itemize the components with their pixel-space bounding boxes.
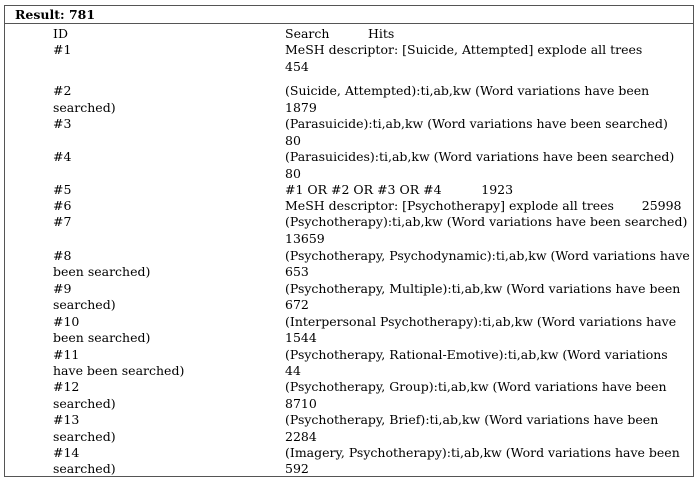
row-search-text-cont: searched) [53, 297, 116, 312]
row-hits: 1544 [285, 330, 317, 345]
row-search-text-cont: have been searched) [53, 363, 185, 378]
row-search-text: MeSH descriptor: [Suicide, Attempted] explode all trees [285, 42, 643, 57]
search-strategy-table [4, 5, 694, 477]
column-header-hits: Hits [368, 26, 395, 41]
row-search-text-cont: searched) [53, 461, 116, 476]
row-hits: 8710 [285, 396, 317, 411]
row-hits: 2284 [285, 429, 317, 444]
row-hits: 1879 [285, 100, 317, 115]
row-id: #7 [53, 214, 72, 229]
row-id: #11 [53, 347, 80, 362]
row-search-text: (Suicide, Attempted):ti,ab,kw (Word variations have been [285, 83, 650, 98]
column-header-search: Search [285, 26, 330, 41]
row-search-text: (Psychotherapy, Brief):ti,ab,kw (Word variations have been [285, 412, 659, 427]
row-hits: 672 [285, 297, 309, 312]
row-search-text-cont: searched) [53, 100, 116, 115]
row-hits: 80 [285, 166, 301, 181]
row-search-text: (Psychotherapy, Rational-Emotive):ti,ab,kw (Word variations [285, 347, 668, 362]
result-header [5, 6, 693, 24]
row-search-text-cont: searched) [53, 429, 116, 444]
row-search-text: (Psychotherapy, Group):ti,ab,kw (Word variations have been [285, 379, 667, 394]
row-search-text: #1 OR #2 OR #3 OR #4 1923 [285, 182, 514, 197]
row-id: #3 [53, 116, 72, 131]
row-search-text: (Interpersonal Psychotherapy):ti,ab,kw (Word variations have [285, 314, 677, 329]
row-id: #8 [53, 248, 72, 263]
row-id: #1 [53, 42, 72, 57]
row-id: #14 [53, 445, 80, 460]
row-search-text-cont: been searched) [53, 264, 151, 279]
row-id: #4 [53, 149, 72, 164]
row-id: #6 [53, 198, 72, 213]
row-search-text: (Imagery, Psychotherapy):ti,ab,kw (Word variations have been [285, 445, 680, 460]
row-search-text: MeSH descriptor: [Psychotherapy] explode all trees 25998 [285, 198, 682, 213]
row-id: #10 [53, 314, 80, 329]
row-id: #12 [53, 379, 80, 394]
row-search-text-cont: been searched) [53, 330, 151, 345]
row-search-text: (Parasuicide):ti,ab,kw (Word variations have been searched) [285, 116, 668, 131]
row-hits: 80 [285, 133, 301, 148]
column-header-id: ID [53, 26, 68, 41]
row-id: #13 [53, 412, 80, 427]
row-search-text-cont: searched) [53, 396, 116, 411]
row-search-text: (Parasuicides):ti,ab,kw (Word variations have been searched) [285, 149, 675, 164]
row-id: #9 [53, 281, 72, 296]
row-search-text: (Psychotherapy, Psychodynamic):ti,ab,kw (Word variations have [285, 248, 690, 263]
row-id: #5 [53, 182, 72, 197]
result-count: Result: 781 [15, 7, 96, 22]
row-hits: 454 [285, 59, 309, 74]
row-id: #2 [53, 83, 72, 98]
row-search-text: (Psychotherapy, Multiple):ti,ab,kw (Word variations have been [285, 281, 681, 296]
row-hits: 13659 [285, 231, 325, 246]
row-hits: 592 [285, 461, 309, 476]
row-hits: 653 [285, 264, 309, 279]
row-search-text: (Psychotherapy):ti,ab,kw (Word variations have been searched) [285, 214, 688, 229]
row-hits: 44 [285, 363, 301, 378]
